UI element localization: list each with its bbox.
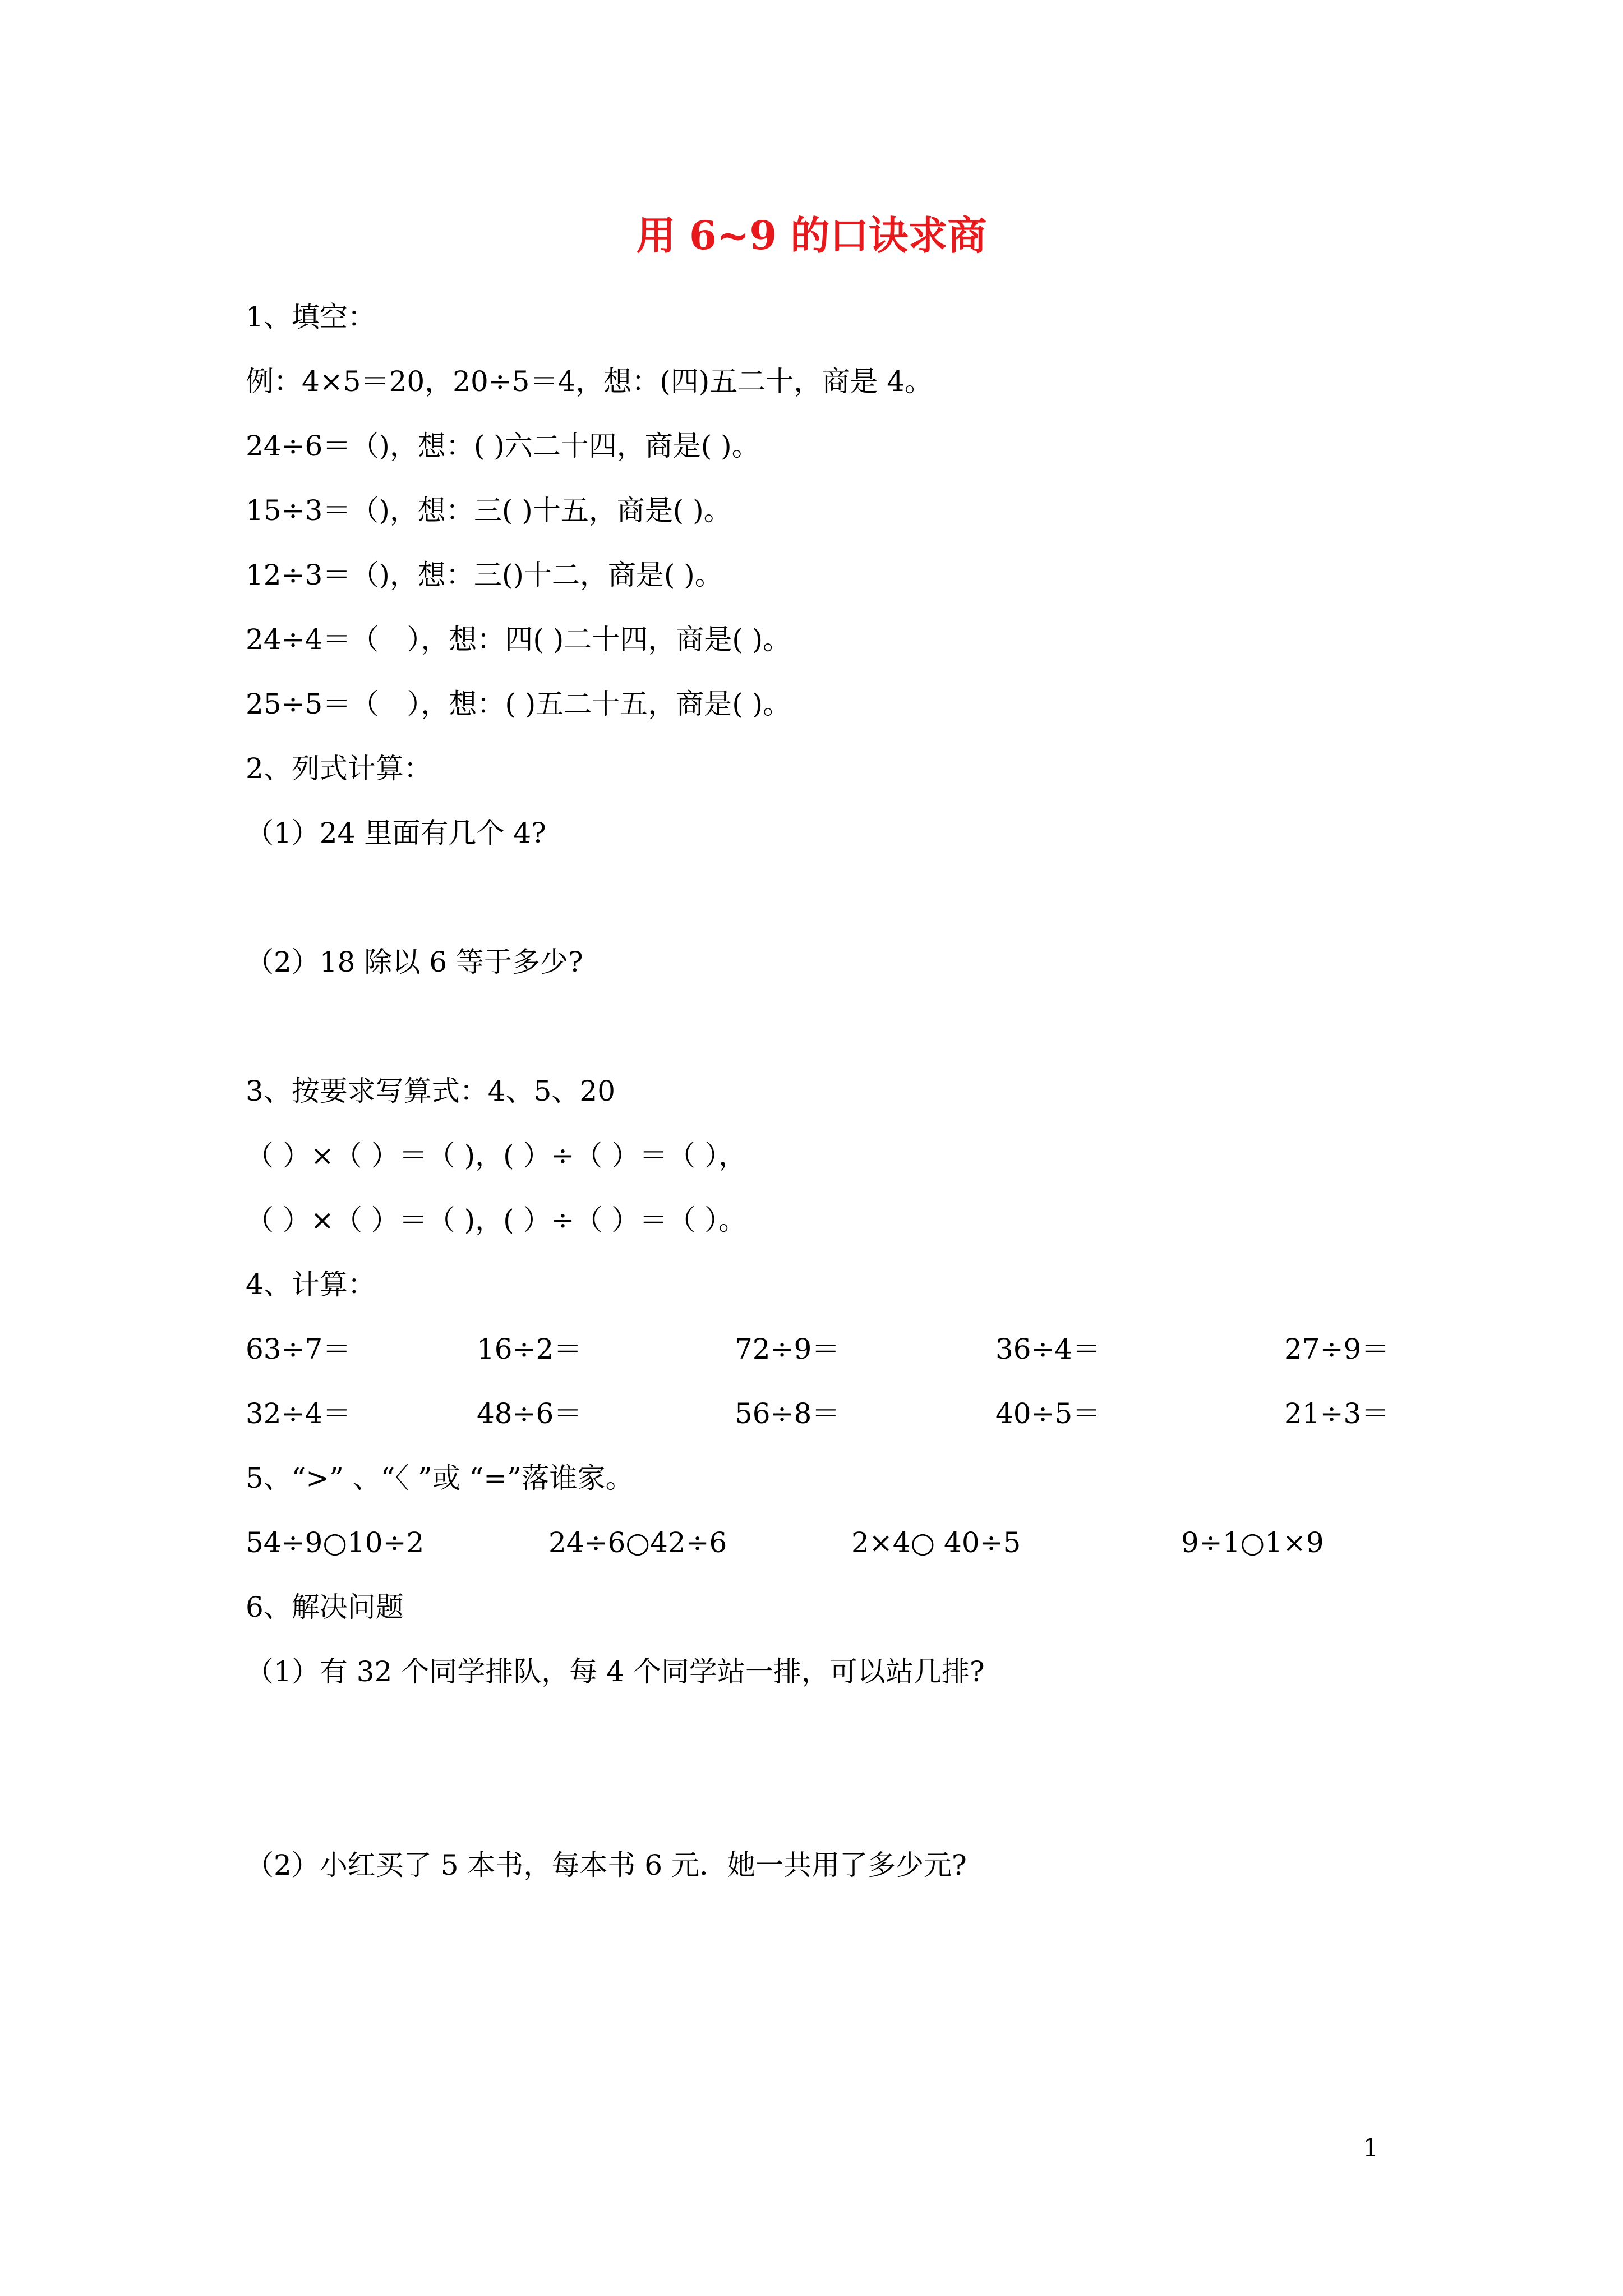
calc-item: 40÷5＝ [995, 1397, 1101, 1430]
section6-question-2: （2）小红买了 5 本书，每本书 6 元．她一共用了多少元? [246, 1849, 967, 1881]
section1-item-2: 15÷3＝（)，想：三( )十五，商是( )。 [246, 494, 732, 527]
compare-item: 54÷9○10÷2 [246, 1526, 425, 1559]
calc-item: 27÷9＝ [1284, 1333, 1390, 1365]
section6-question-1: （1）有 32 个同学排队，每 4 个同学站一排，可以站几排? [246, 1655, 985, 1688]
calc-item: 72÷9＝ [735, 1333, 840, 1365]
calc-item: 48÷6＝ [477, 1397, 582, 1430]
calc-item: 16÷2＝ [477, 1333, 582, 1365]
section2-question-1: （1）24 里面有几个 4? [246, 817, 546, 849]
compare-item: 24÷6○42÷6 [548, 1526, 727, 1559]
section2-question-2: （2）18 除以 6 等于多少? [246, 946, 583, 978]
section4-heading: 4、计算： [246, 1268, 376, 1301]
section3-row-1: （ ）×（ ）＝（ )，( ）÷（ ）＝（ ）， [246, 1139, 747, 1172]
compare-item: 9÷1○1×9 [1181, 1526, 1324, 1559]
calc-item: 36÷4＝ [995, 1333, 1101, 1365]
page-number: 1 [1363, 2134, 1378, 2162]
calc-item: 63÷7＝ [246, 1333, 351, 1365]
section1-item-4: 24÷4＝（ ），想：四( )二十四，商是( )。 [246, 623, 791, 656]
section6-heading: 6、解决问题 [246, 1591, 404, 1623]
section1-example: 例：4×5＝20，20÷5＝4，想：(四)五二十，商是 4。 [246, 365, 933, 398]
section1-item-5: 25÷5＝（ ），想：( )五二十五，商是( )。 [246, 688, 791, 720]
section2-heading: 2、列式计算： [246, 752, 432, 785]
section3-row-2: （ ）×（ ）＝（ )，( ）÷（ ）＝（ ）。 [246, 1204, 747, 1236]
calc-item: 21÷3＝ [1284, 1397, 1390, 1430]
section1-item-3: 12÷3＝（)，想：三()十二，商是( )。 [246, 559, 723, 591]
section1-item-1: 24÷6＝（)，想：( )六二十四，商是( )。 [246, 430, 760, 462]
calc-item: 32÷4＝ [246, 1397, 351, 1430]
section1-heading: 1、填空： [246, 301, 376, 333]
section3-heading: 3、按要求写算式：4、5、20 [246, 1075, 616, 1107]
section5-heading: 5、“>” 、“〈 ”或 “=”落谁家。 [246, 1462, 634, 1494]
page-title: 用 6~9 的口诀求商 [636, 212, 987, 259]
calc-item: 56÷8＝ [735, 1397, 840, 1430]
compare-item: 2×4○ 40÷5 [851, 1526, 1021, 1559]
